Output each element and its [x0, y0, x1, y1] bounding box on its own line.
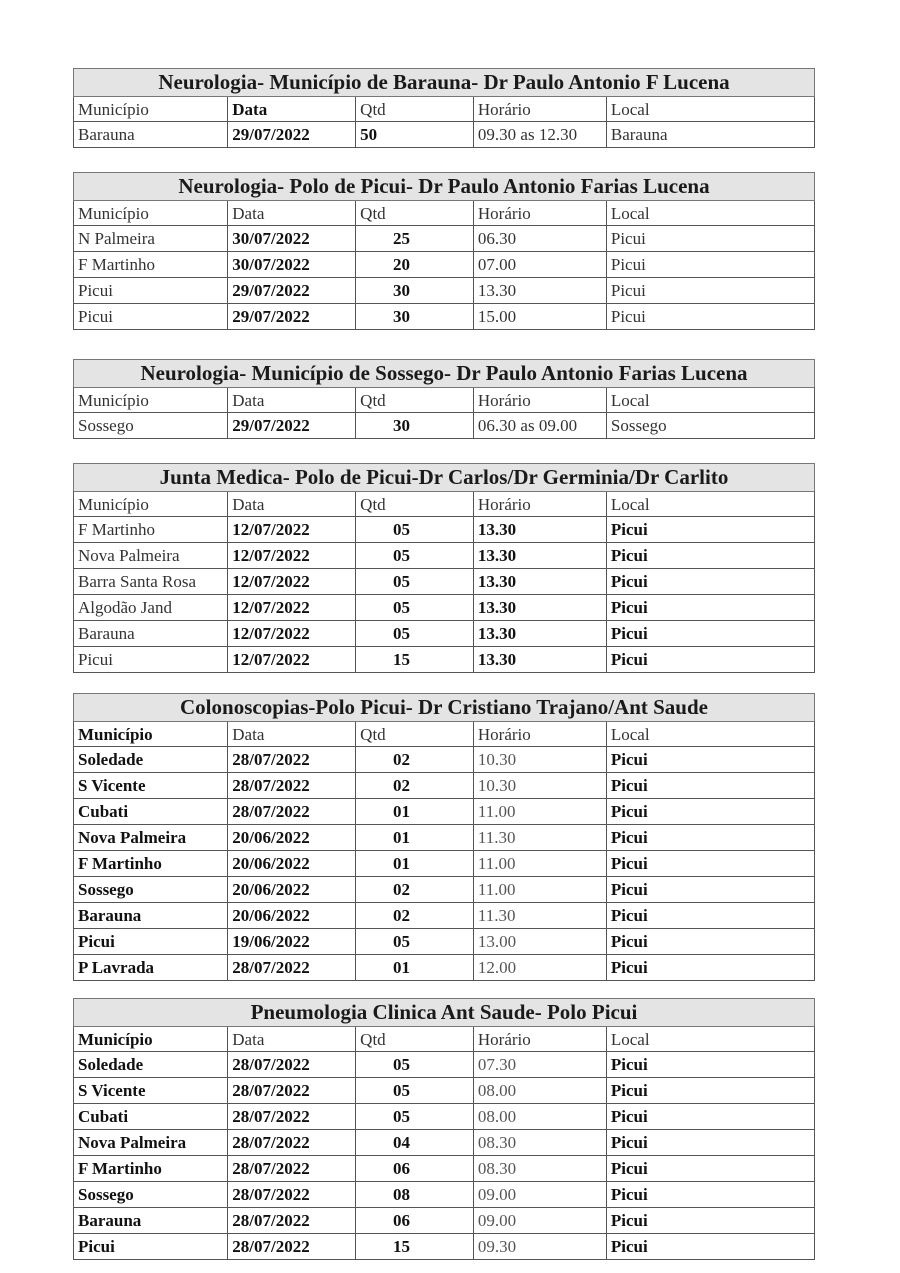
cell-data: 30/07/2022: [228, 226, 356, 252]
table-row: [74, 903, 815, 929]
column-header-row: [74, 97, 815, 122]
column-header-municipio: Município: [74, 492, 228, 517]
cell-data: 28/07/2022: [228, 1104, 356, 1130]
cell-horario: 13.30: [473, 595, 606, 621]
column-header-qtd: Qtd: [356, 201, 474, 226]
cell-qtd: 05: [356, 595, 474, 621]
schedule-table: [73, 463, 815, 673]
cell-horario: 11.30: [473, 825, 606, 851]
cell-municipio: Nova Palmeira: [74, 543, 228, 569]
cell-horario: 15.00: [473, 304, 606, 330]
cell-municipio: F Martinho: [74, 1156, 228, 1182]
cell-municipio: F Martinho: [74, 851, 228, 877]
column-header-data: Data: [228, 201, 356, 226]
cell-horario: 11.00: [473, 877, 606, 903]
cell-qtd: 05: [356, 621, 474, 647]
column-header-data: Data: [228, 1027, 356, 1052]
cell-data: 12/07/2022: [228, 595, 356, 621]
cell-municipio: Picui: [74, 304, 228, 330]
cell-municipio: Sossego: [74, 877, 228, 903]
column-header-row: [74, 492, 815, 517]
cell-horario: 08.30: [473, 1130, 606, 1156]
cell-local: Picui: [606, 569, 814, 595]
cell-municipio: Sossego: [74, 413, 228, 439]
cell-municipio: Algodão Jand: [74, 595, 228, 621]
cell-data: 28/07/2022: [228, 1156, 356, 1182]
schedule-table: [73, 693, 815, 981]
table-row: [74, 413, 815, 439]
column-header-data: Data: [228, 722, 356, 747]
cell-qtd: 15: [356, 647, 474, 673]
column-header-horario: Horário: [473, 97, 606, 122]
cell-horario: 09.30: [473, 1234, 606, 1260]
table-row: [74, 747, 815, 773]
cell-local: Picui: [606, 799, 814, 825]
table-row: [74, 1182, 815, 1208]
column-header-municipio: Município: [74, 1027, 228, 1052]
cell-local: Barauna: [606, 122, 814, 148]
cell-local: Picui: [606, 903, 814, 929]
table-title: Neurologia- Polo de Picui- Dr Paulo Antonio Farias Lucena: [74, 173, 815, 201]
table-row: [74, 1052, 815, 1078]
cell-horario: 11.00: [473, 799, 606, 825]
column-header-row: [74, 388, 815, 413]
cell-municipio: Barauna: [74, 1208, 228, 1234]
schedule-table: [73, 172, 815, 330]
cell-qtd: 05: [356, 1104, 474, 1130]
table-title: Neurologia- Município de Barauna- Dr Paulo Antonio F Lucena: [74, 69, 815, 97]
cell-horario: 13.30: [473, 647, 606, 673]
cell-local: Picui: [606, 929, 814, 955]
cell-horario: 09.00: [473, 1208, 606, 1234]
column-header-municipio: Município: [74, 97, 228, 122]
cell-municipio: N Palmeira: [74, 226, 228, 252]
cell-local: Picui: [606, 877, 814, 903]
cell-horario: 06.30 as 09.00: [473, 413, 606, 439]
cell-local: Picui: [606, 226, 814, 252]
cell-horario: 13.30: [473, 517, 606, 543]
cell-horario: 12.00: [473, 955, 606, 981]
cell-horario: 10.30: [473, 773, 606, 799]
table-row: [74, 543, 815, 569]
cell-data: 28/07/2022: [228, 747, 356, 773]
table-row: [74, 955, 815, 981]
cell-municipio: Barauna: [74, 621, 228, 647]
cell-municipio: Soledade: [74, 1052, 228, 1078]
cell-qtd: 02: [356, 747, 474, 773]
cell-data: 12/07/2022: [228, 517, 356, 543]
cell-horario: 08.30: [473, 1156, 606, 1182]
cell-qtd: 06: [356, 1156, 474, 1182]
table-row: [74, 252, 815, 278]
cell-local: Picui: [606, 595, 814, 621]
cell-data: 28/07/2022: [228, 773, 356, 799]
cell-local: Picui: [606, 252, 814, 278]
cell-local: Picui: [606, 278, 814, 304]
table-title: Junta Medica- Polo de Picui-Dr Carlos/Dr Germinia/Dr Carlito: [74, 464, 815, 492]
cell-qtd: 05: [356, 929, 474, 955]
cell-municipio: Soledade: [74, 747, 228, 773]
column-header-row: [74, 722, 815, 747]
cell-local: Sossego: [606, 413, 814, 439]
cell-data: 29/07/2022: [228, 278, 356, 304]
cell-municipio: Picui: [74, 278, 228, 304]
cell-municipio: S Vicente: [74, 773, 228, 799]
table-row: [74, 825, 815, 851]
table-row: [74, 1104, 815, 1130]
cell-qtd: 06: [356, 1208, 474, 1234]
cell-data: 20/06/2022: [228, 877, 356, 903]
cell-municipio: F Martinho: [74, 517, 228, 543]
cell-municipio: P Lavrada: [74, 955, 228, 981]
column-header-municipio: Município: [74, 388, 228, 413]
table-row: [74, 621, 815, 647]
cell-qtd: 20: [356, 252, 474, 278]
cell-municipio: Cubati: [74, 1104, 228, 1130]
cell-local: Picui: [606, 747, 814, 773]
cell-municipio: Picui: [74, 1234, 228, 1260]
cell-horario: 08.00: [473, 1078, 606, 1104]
cell-local: Picui: [606, 773, 814, 799]
column-header-qtd: Qtd: [356, 722, 474, 747]
column-header-local: Local: [606, 97, 814, 122]
cell-qtd: 04: [356, 1130, 474, 1156]
cell-horario: 13.30: [473, 543, 606, 569]
table-row: [74, 569, 815, 595]
cell-horario: 13.30: [473, 569, 606, 595]
table-row: [74, 595, 815, 621]
table-row: [74, 278, 815, 304]
cell-municipio: S Vicente: [74, 1078, 228, 1104]
cell-qtd: 01: [356, 851, 474, 877]
column-header-data: Data: [228, 492, 356, 517]
cell-data: 20/06/2022: [228, 903, 356, 929]
cell-data: 28/07/2022: [228, 1078, 356, 1104]
column-header-data: Data: [228, 388, 356, 413]
cell-horario: 13.30: [473, 278, 606, 304]
column-header-qtd: Qtd: [356, 97, 474, 122]
cell-municipio: Nova Palmeira: [74, 825, 228, 851]
cell-local: Picui: [606, 304, 814, 330]
cell-municipio: Barauna: [74, 122, 228, 148]
column-header-row: [74, 1027, 815, 1052]
cell-local: Picui: [606, 543, 814, 569]
cell-qtd: 01: [356, 955, 474, 981]
cell-qtd: 01: [356, 799, 474, 825]
cell-data: 28/07/2022: [228, 1234, 356, 1260]
cell-local: Picui: [606, 955, 814, 981]
cell-qtd: 05: [356, 543, 474, 569]
cell-local: Picui: [606, 851, 814, 877]
cell-data: 20/06/2022: [228, 851, 356, 877]
schedule-table: [73, 68, 815, 148]
column-header-local: Local: [606, 492, 814, 517]
cell-municipio: F Martinho: [74, 252, 228, 278]
column-header-local: Local: [606, 388, 814, 413]
cell-local: Picui: [606, 1130, 814, 1156]
column-header-qtd: Qtd: [356, 388, 474, 413]
cell-local: Picui: [606, 1104, 814, 1130]
column-header-local: Local: [606, 722, 814, 747]
cell-municipio: Nova Palmeira: [74, 1130, 228, 1156]
cell-local: Picui: [606, 825, 814, 851]
schedule-table: [73, 359, 815, 439]
column-header-local: Local: [606, 1027, 814, 1052]
table-title: Colonoscopias-Polo Picui- Dr Cristiano Trajano/Ant Saude: [74, 694, 815, 722]
column-header-horario: Horário: [473, 201, 606, 226]
table-row: [74, 1078, 815, 1104]
column-header-data: Data: [228, 97, 356, 122]
table-title: Neurologia- Município de Sossego- Dr Paulo Antonio Farias Lucena: [74, 360, 815, 388]
cell-horario: 09.30 as 12.30: [473, 122, 606, 148]
cell-municipio: Sossego: [74, 1182, 228, 1208]
cell-data: 29/07/2022: [228, 413, 356, 439]
table-row: [74, 1234, 815, 1260]
cell-local: Picui: [606, 1156, 814, 1182]
table-row: [74, 851, 815, 877]
cell-data: 20/06/2022: [228, 825, 356, 851]
column-header-row: [74, 201, 815, 226]
cell-qtd: 15: [356, 1234, 474, 1260]
table-title: Pneumologia Clinica Ant Saude- Polo Picui: [74, 999, 815, 1027]
cell-horario: 09.00: [473, 1182, 606, 1208]
table-row: [74, 226, 815, 252]
cell-horario: 10.30: [473, 747, 606, 773]
cell-qtd: 08: [356, 1182, 474, 1208]
cell-data: 29/07/2022: [228, 122, 356, 148]
cell-qtd: 02: [356, 773, 474, 799]
column-header-horario: Horário: [473, 722, 606, 747]
column-header-municipio: Município: [74, 722, 228, 747]
cell-local: Picui: [606, 517, 814, 543]
cell-local: Picui: [606, 647, 814, 673]
cell-qtd: 02: [356, 877, 474, 903]
cell-qtd: 05: [356, 1052, 474, 1078]
table-row: [74, 122, 815, 148]
table-row: [74, 877, 815, 903]
cell-horario: 08.00: [473, 1104, 606, 1130]
table-row: [74, 1156, 815, 1182]
cell-data: 28/07/2022: [228, 1182, 356, 1208]
cell-local: Picui: [606, 1078, 814, 1104]
cell-qtd: 01: [356, 825, 474, 851]
column-header-municipio: Município: [74, 201, 228, 226]
cell-local: Picui: [606, 1052, 814, 1078]
cell-municipio: Picui: [74, 647, 228, 673]
cell-data: 28/07/2022: [228, 1052, 356, 1078]
cell-data: 29/07/2022: [228, 304, 356, 330]
cell-municipio: Picui: [74, 929, 228, 955]
cell-qtd: 25: [356, 226, 474, 252]
table-row: [74, 929, 815, 955]
column-header-local: Local: [606, 201, 814, 226]
cell-local: Picui: [606, 1208, 814, 1234]
cell-data: 12/07/2022: [228, 647, 356, 673]
cell-qtd: 50: [356, 122, 474, 148]
cell-horario: 07.30: [473, 1052, 606, 1078]
cell-municipio: Barra Santa Rosa: [74, 569, 228, 595]
cell-qtd: 02: [356, 903, 474, 929]
cell-data: 28/07/2022: [228, 955, 356, 981]
table-row: [74, 647, 815, 673]
cell-qtd: 30: [356, 278, 474, 304]
cell-data: 28/07/2022: [228, 799, 356, 825]
cell-local: Picui: [606, 1182, 814, 1208]
cell-horario: 11.30: [473, 903, 606, 929]
cell-horario: 13.30: [473, 621, 606, 647]
cell-data: 30/07/2022: [228, 252, 356, 278]
cell-qtd: 05: [356, 1078, 474, 1104]
column-header-qtd: Qtd: [356, 492, 474, 517]
cell-local: Picui: [606, 621, 814, 647]
cell-horario: 13.00: [473, 929, 606, 955]
cell-municipio: Barauna: [74, 903, 228, 929]
cell-qtd: 05: [356, 569, 474, 595]
cell-qtd: 30: [356, 304, 474, 330]
column-header-qtd: Qtd: [356, 1027, 474, 1052]
column-header-horario: Horário: [473, 492, 606, 517]
cell-data: 12/07/2022: [228, 621, 356, 647]
column-header-horario: Horário: [473, 1027, 606, 1052]
cell-qtd: 05: [356, 517, 474, 543]
cell-data: 12/07/2022: [228, 569, 356, 595]
table-row: [74, 1130, 815, 1156]
cell-qtd: 30: [356, 413, 474, 439]
cell-data: 12/07/2022: [228, 543, 356, 569]
cell-horario: 07.00: [473, 252, 606, 278]
cell-local: Picui: [606, 1234, 814, 1260]
table-row: [74, 1208, 815, 1234]
cell-horario: 06.30: [473, 226, 606, 252]
cell-municipio: Cubati: [74, 799, 228, 825]
table-row: [74, 799, 815, 825]
table-row: [74, 304, 815, 330]
cell-horario: 11.00: [473, 851, 606, 877]
column-header-horario: Horário: [473, 388, 606, 413]
schedule-table: [73, 998, 815, 1260]
cell-data: 19/06/2022: [228, 929, 356, 955]
cell-data: 28/07/2022: [228, 1208, 356, 1234]
table-row: [74, 517, 815, 543]
table-row: [74, 773, 815, 799]
cell-data: 28/07/2022: [228, 1130, 356, 1156]
